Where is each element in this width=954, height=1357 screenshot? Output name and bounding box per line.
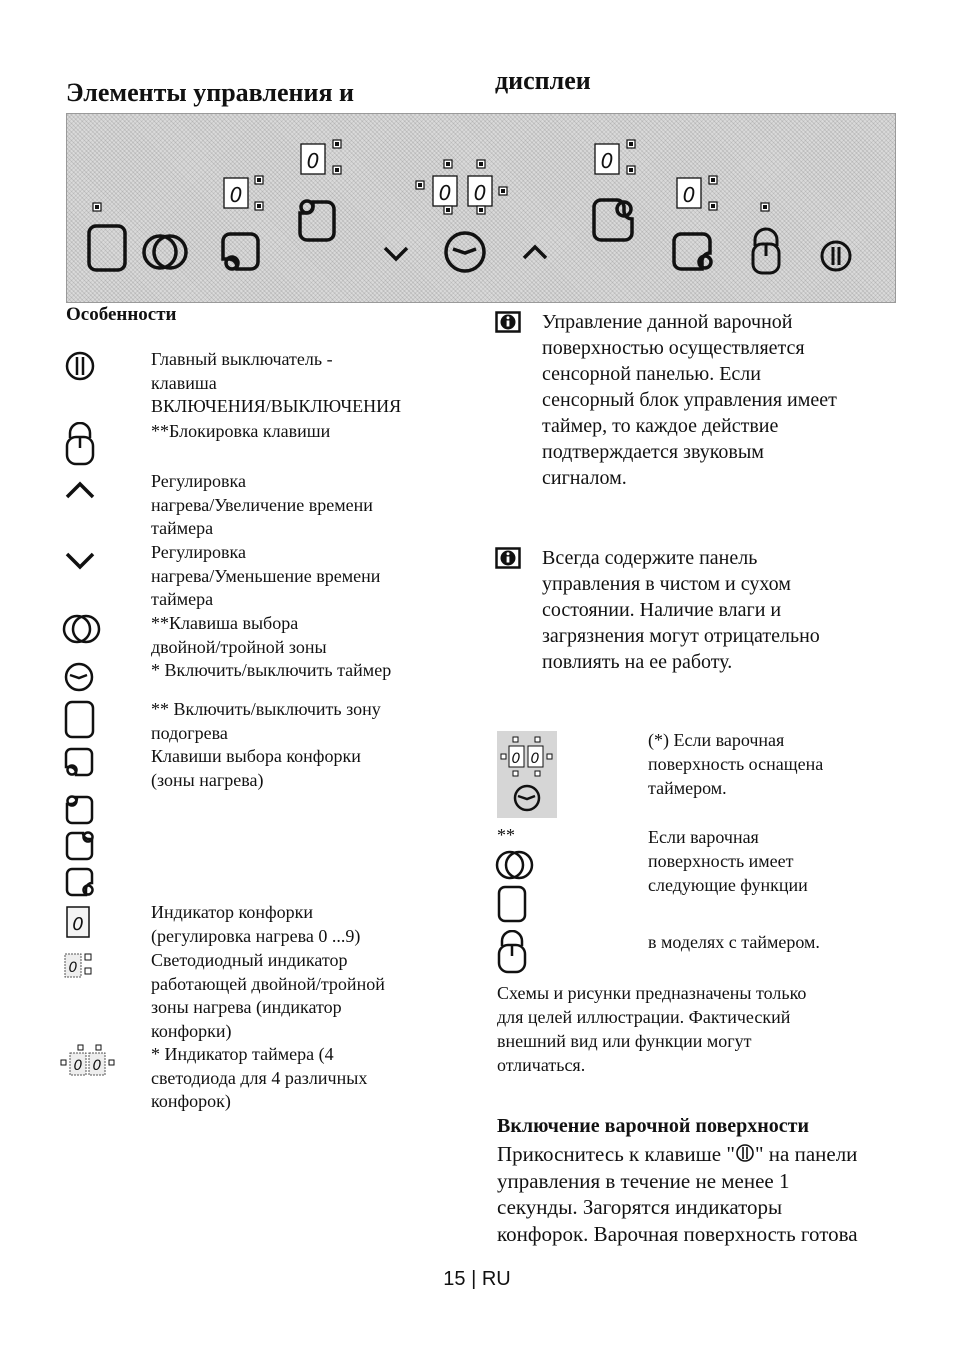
power-switch-icon [64,350,98,384]
switch-on-text [497,1141,897,1247]
features-heading: Особенности [66,304,177,325]
zone-display-4 [677,176,717,210]
note-clean-panel: Всегда содержите панель управления в чистом и сухом состоянии. Наличие влаги и загрязнения могут отрицательно повлиять на ее работу. [542,547,820,673]
feature-lock-text: **Блокировка клавиши [151,421,331,441]
digit-zero: 0 [600,149,614,173]
zone-front-left-icon [64,794,96,826]
feature-led-indicator-text: Светодиодный индикатор работающей двойной/тройной зоны нагрева (индикатор конфорки) [151,950,385,1041]
double-star-marker: ** [497,825,515,845]
page-title-part1: Элементы управления и [66,78,354,107]
info-icon [495,311,521,333]
digit-zero: 0 [229,183,243,207]
down-key [385,248,407,259]
digit-zero: 0 [72,914,84,935]
digit-zero: 0 [511,751,521,767]
digit-zero: 0 [682,183,696,207]
timer-icon [64,661,96,693]
chevron-down-icon [64,550,98,570]
feature-dual-zone-text: **Клавиша выбора двойной/тройной зоны [151,613,327,657]
dual-zone-icon [495,849,537,881]
feature-power-text: Главный выключатель - клавиша ВКЛЮЧЕНИЯ/ВЫКЛЮЧЕНИЯ [151,349,402,416]
footer-separator: | [471,1268,477,1290]
page-number: 15 [443,1268,466,1290]
zone-indicator-icon [64,904,94,940]
zone-key-rear-left [223,234,258,269]
warming-zone-key [89,226,125,270]
zone-rear-left-icon [64,746,96,778]
digit-zero: 0 [92,1058,102,1074]
led-indicator-icon [63,951,97,981]
illustration-disclaimer: Схемы и рисунки предназначены только для целей иллюстрации. Фактический внешний вид или функции могут отличаться. [497,983,807,1075]
feature-timer-indicator-text: * Индикатор таймера (4 светодиода для 4 различных конфорок) [151,1044,368,1111]
language-code: RU [481,1268,511,1290]
timer-indicator-icon [58,1043,118,1079]
page-footer [0,1268,954,1291]
dual-zone-icon [62,612,104,646]
lock-icon [496,930,528,974]
zone-key-front-left [300,201,334,240]
feature-up-text: Регулировка нагрева/Увеличение времени таймера [151,471,373,538]
chevron-up-icon [64,480,98,500]
feature-zone-indicator-text: Индикатор конфорки (регулировка нагрева 0 ...9) [151,902,361,946]
feature-down-text: Регулировка нагрева/Уменьшение времени таймера [151,542,381,609]
zone-key-front-right [594,200,632,240]
up-key [524,247,546,258]
warming-zone-icon [497,885,529,925]
digit-zero: 0 [438,181,452,205]
zone-rear-right-icon [64,866,96,898]
feature-zone-select-text: Клавиши выбора конфорки (зоны нагрева) [151,746,361,790]
digit-zero: 0 [68,960,78,976]
dual-zone-key [144,236,186,268]
digit-zero: 0 [473,181,487,205]
timer-display [416,160,507,214]
page-title-part2: дисплеи [495,66,591,95]
timer-key [446,233,484,271]
switch-on-text-part2: " на панели управления в течение не менее 1 секунды. Загорятся индикаторы конфорок. Варочная поверхность готова [497,1142,858,1246]
power-key [822,242,850,270]
control-panel-illustration [66,113,896,303]
feature-warming-text: ** Включить/выключить зону подогрева [151,699,381,743]
control-panel-drawing [67,114,895,302]
feature-timer-text: * Включить/выключить таймер [151,660,392,680]
warming-zone-icon [64,700,96,740]
digit-zero: 0 [306,149,320,173]
switch-on-heading: Включение варочной поверхности [497,1115,809,1137]
zone-key-rear-right [674,234,711,269]
note-touch-control: Управление данной варочной поверхностью осуществляется сенсорной панелью. Если сенсорный блок управления имеет таймер, то каждое действие подтверждается звуковым сигналом. [542,311,837,489]
lock-key [753,229,779,273]
timer-panel-illustration [497,731,557,818]
digit-zero: 0 [73,1058,83,1074]
functions-footnote: Если варочная поверхность имеет следующие функции [648,827,808,895]
zone-display-3 [595,140,635,174]
zone-display-1 [224,176,263,210]
zone-display-2 [301,140,341,174]
switch-on-text-part1: Прикоснитесь к клавише " [497,1142,735,1166]
timer-footnote: (*) Если варочная поверхность оснащена таймером. [648,730,824,798]
zone-front-right-icon [64,830,96,862]
info-icon [495,547,521,569]
timer-models-note: в моделях с таймером. [648,932,820,952]
power-switch-icon [735,1143,755,1163]
digit-zero: 0 [530,751,540,767]
lock-icon [64,422,96,466]
